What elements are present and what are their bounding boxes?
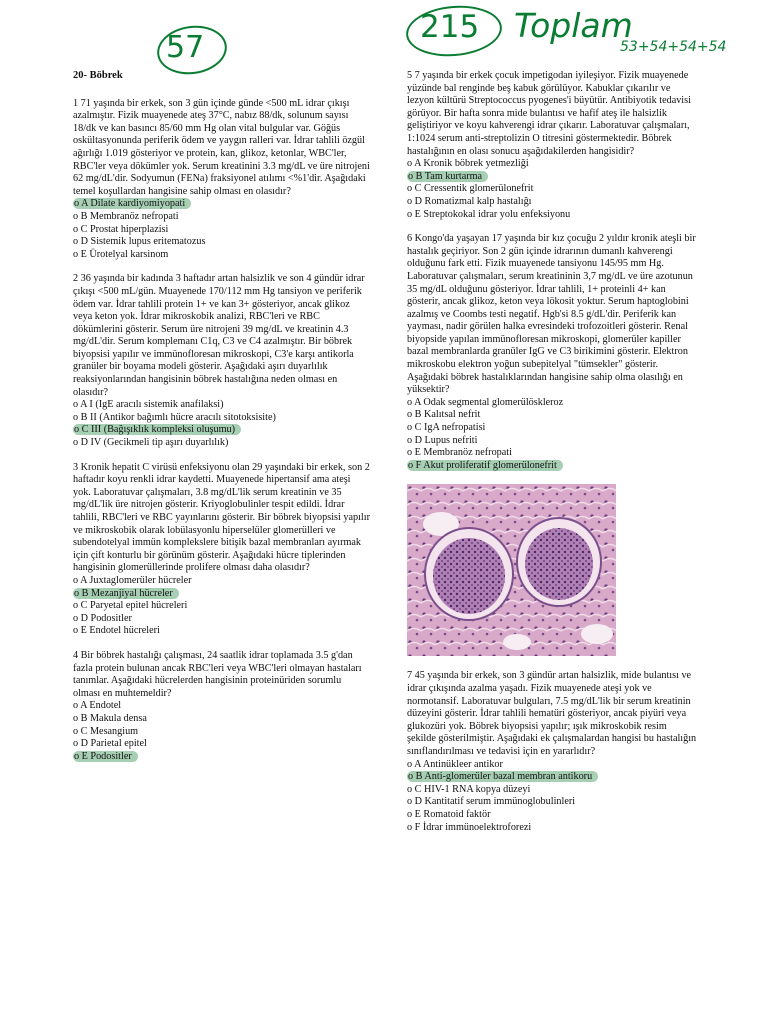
answer-option[interactable] bbox=[407, 409, 697, 422]
answer-option-text: o A Endotel bbox=[73, 700, 122, 712]
right-column bbox=[407, 70, 697, 846]
answer-option-highlighted[interactable] bbox=[73, 424, 370, 437]
answer-option[interactable] bbox=[73, 713, 370, 726]
answer-options bbox=[407, 158, 697, 221]
answer-option[interactable] bbox=[73, 412, 370, 425]
answer-option-text: o E Streptokokal idrar yolu enfeksiyonu bbox=[407, 208, 571, 220]
answer-option-text: o D Kantitatif serum immünoglobulinleri bbox=[407, 796, 576, 808]
question-stem: 3 Kronik hepatit C virüsü enfeksiyonu olan 29 yaşındaki bir erkek, son 2 haftadır koyu renkli idrar kaydetti. Muayenede hipertansif ama ateşi yok. Laboratuvar çalışmaları, 3.8 mg/dL'lik serum kreatinin ve 35 mg/dL'lik üre nitrojen gösterir. Kriyoglobulinler tespit edildi. İdrar tahlili, RBC'leri ve RBC yayınlarını gösterir. Bir böbrek biyopsisi yapılır ve mikroskobik olarak lobülasyonlu hiperselüler glomerülleri ve subendotelyal immün komplekslere bitişik bazal membranları ayırmak için çift konturlu bir görünüm gösterir. Aşağıdaki hücre tiplerinden hangisinin glomerüllerinde prolifere olması daha olasıdır? bbox=[73, 461, 370, 574]
answer-option[interactable] bbox=[73, 738, 370, 751]
answer-option-text: o E Endotel hücreleri bbox=[73, 625, 160, 637]
answer-option[interactable] bbox=[407, 196, 697, 209]
answer-option[interactable] bbox=[407, 158, 697, 171]
answer-option-text: o B Mezanjiyal hücreler bbox=[73, 588, 179, 599]
answer-options bbox=[407, 759, 697, 835]
answer-option-text: o A Dilate kardiyomiyopati bbox=[73, 198, 191, 209]
answer-option[interactable] bbox=[73, 600, 370, 613]
answer-option-highlighted[interactable] bbox=[407, 460, 697, 473]
answer-option-text: o C Mesangium bbox=[73, 725, 139, 737]
questions-right-bottom bbox=[407, 670, 697, 834]
answer-options bbox=[73, 575, 370, 638]
answer-option-highlighted[interactable] bbox=[407, 171, 697, 184]
answer-option[interactable] bbox=[73, 399, 370, 412]
answer-option[interactable] bbox=[407, 784, 697, 797]
answer-option-text: o B Makula densa bbox=[73, 712, 147, 724]
answer-option-text: o E Ürotelyal karsinom bbox=[73, 248, 169, 260]
answer-option[interactable] bbox=[407, 422, 697, 435]
answer-option-text: o B Anti-glomerüler bazal membran antikoru bbox=[407, 771, 598, 782]
answer-option[interactable] bbox=[73, 437, 370, 450]
answer-option-text: o C Cressentik glomerülonefrit bbox=[407, 183, 534, 195]
answer-option[interactable] bbox=[73, 625, 370, 638]
answer-option-text: o A Antinükleer antikor bbox=[407, 758, 503, 770]
answer-option-text: o B II (Antikor bağımlı hücre aracılı sitotoksisite) bbox=[73, 411, 276, 423]
answer-option[interactable] bbox=[73, 224, 370, 237]
answer-option-text: o C III (Bağışıklık kompleksi oluşumu) bbox=[73, 424, 241, 435]
handwritten-word-toplam: Toplam bbox=[514, 6, 633, 45]
question-block bbox=[407, 233, 697, 472]
answer-option[interactable] bbox=[407, 759, 697, 772]
question-block bbox=[407, 670, 697, 834]
answer-option-text: o D Parietal epitel bbox=[73, 738, 147, 750]
answer-option-text: o E Podositler bbox=[73, 751, 138, 762]
answer-option[interactable] bbox=[73, 726, 370, 739]
answer-option-text: o D Romatizmal kalp hastalığı bbox=[407, 195, 532, 207]
answer-options bbox=[73, 700, 370, 763]
answer-options bbox=[407, 397, 697, 473]
answer-option-text: o F Akut proliferatif glomerülonefrit bbox=[407, 460, 563, 471]
answer-option-text: o B Membranöz nefropati bbox=[73, 210, 179, 222]
answer-option-text: o C IgA nefropatisi bbox=[407, 422, 486, 434]
answer-option-text: o A Juxtaglomerüler hücreler bbox=[73, 574, 192, 586]
answer-option-text: o A Odak segmental glomerülöskleroz bbox=[407, 396, 564, 408]
question-block bbox=[73, 650, 370, 763]
answer-option-text: o C Prostat hiperplazisi bbox=[73, 223, 169, 235]
answer-option-highlighted[interactable] bbox=[73, 588, 370, 601]
answer-options bbox=[73, 198, 370, 261]
answer-option[interactable] bbox=[73, 700, 370, 713]
answer-option[interactable] bbox=[407, 822, 697, 835]
answer-option[interactable] bbox=[407, 447, 697, 460]
renal-biopsy-micrograph bbox=[407, 484, 616, 656]
question-block bbox=[73, 98, 370, 262]
answer-option[interactable] bbox=[407, 809, 697, 822]
answer-option[interactable] bbox=[407, 435, 697, 448]
question-block bbox=[73, 462, 370, 638]
answer-option-highlighted[interactable] bbox=[73, 198, 370, 211]
answer-option[interactable] bbox=[407, 397, 697, 410]
answer-option[interactable] bbox=[73, 575, 370, 588]
question-stem: 1 71 yaşında bir erkek, son 3 gün içinde günde <500 mL idrar çıkışı azalmıştır. Fizik muayenede ateş 37°C, nabız 88/dk, solunum sayısı 18/dk ve kan basıncı 85/60 mm Hg olan vital bulgular var. Göğüs oskültasyonunda periferik ödem ve yaygın ralleri var. İdrar tahlili özgül ağırlığı 1.019 gösteriyor ve protein, kan, glikoz, ketonlar, WBC'ler, RBC'ler veya dökümler yok. Serum kreatinini 3.3 mg/dL ve üre nitrojeni 62 mg/dL'dir. Sodyumun (FENa) fraksiyonel atılımı <%1'dir. Aşağıdaki temel koşullardan hangisine sahip olması en olasıdır? bbox=[73, 97, 370, 197]
answer-option-text: o F İdrar immünoelektroforezi bbox=[407, 821, 532, 833]
answer-option[interactable] bbox=[407, 183, 697, 196]
answer-option-text: o B Tam kurtarma bbox=[407, 171, 488, 182]
answer-option[interactable] bbox=[407, 209, 697, 222]
answer-option-text: o C Paryetal epitel hücreleri bbox=[73, 600, 188, 612]
question-block bbox=[407, 70, 697, 221]
answer-option-text: o E Romatoid faktör bbox=[407, 808, 491, 820]
answer-option[interactable] bbox=[407, 796, 697, 809]
handwritten-number-right: 215 bbox=[420, 9, 480, 45]
question-stem: 2 36 yaşında bir kadında 3 haftadır artan halsizlik ve son 4 gündür idrar çıkışı <500 mL/gün. Muayenede 170/112 mm Hg tansiyon ve periferik ödem var. İdrar tahlili protein 1+ ve kan 3+ gösteriyor, ancak glikoz veya keton yok. İdrar mikroskobik analizi, RBC'leri ve RBC dökümlerini gösterir. Serum üre nitrojeni 39 mg/dL ve kreatinin 4.3 mg/dL'dir. Serum komplemanı C1q, C3 ve C4 azalmıştır. Bir böbrek biyopsisi yapılır ve immünofloresan mikroskopi, C3'e karşı antikorla granüler bir boyama modeli gösterir. Aşağıdaki aşırı duyarlılık reaksiyonlarından hangisinin böbrek hastalığına neden olması en olasıdır? bbox=[73, 273, 365, 398]
answer-option[interactable] bbox=[73, 249, 370, 262]
left-column bbox=[73, 70, 370, 775]
answer-option-highlighted[interactable] bbox=[407, 771, 697, 784]
question-stem: 4 Bir böbrek hastalığı çalışması, 24 saatlik idrar toplamada 3.5 g'dan fazla protein bulunan ancak RBC'leri veya WBC'leri olmayan hastaları tanımlar. Aşağıdaki hücrelerden hangisinin proteinüriden sorumlu olması en muhtemeldir? bbox=[73, 649, 362, 699]
answer-option-text: o D Sistemik lupus eritematozus bbox=[73, 236, 206, 248]
handwritten-sum: 53+54+54+54 bbox=[620, 39, 727, 55]
answer-option-text: o B Kalıtsal nefrit bbox=[407, 409, 481, 421]
answer-option-text: o C HIV-1 RNA kopya düzeyi bbox=[407, 783, 531, 795]
answer-option[interactable] bbox=[73, 211, 370, 224]
handwritten-number-left: 57 bbox=[166, 30, 205, 65]
answer-option-text: o A I (IgE aracılı sistemik anafilaksi) bbox=[73, 399, 224, 411]
questions-left bbox=[73, 98, 370, 764]
section-title: 20- Böbrek bbox=[73, 70, 123, 81]
answer-option[interactable] bbox=[73, 613, 370, 626]
answer-option-text: o A Kronik böbrek yetmezliği bbox=[407, 158, 529, 170]
questions-right-top bbox=[407, 70, 697, 472]
answer-option[interactable] bbox=[73, 236, 370, 249]
question-stem: 5 7 yaşında bir erkek çocuk impetigodan iyileşiyor. Fizik muayenede yüzünde bal renginde beş kabuk görülüyor. Kabuklar çıkarılır ve lezyon kültürü Streptococcus pyogenes'i büyütür. Antibiyotik tedavisi görüyor. Bir hafta sonra mide bulantısı ve hafif ateş ile halsizlik geliştiriyor ve koyu kahverengi idrar çıkarır. Laboratuvar çalışmaları, 1:1024 serum anti-streptolizin O titresini göstermektedir. Böbrek hastalığının en olası sonucu aşağıdakilerden hangisidir? bbox=[407, 70, 691, 157]
answer-option-text: o D IV (Gecikmeli tip aşırı duyarlılık) bbox=[73, 437, 229, 449]
answer-options bbox=[73, 399, 370, 449]
question-stem: 6 Kongo'da yaşayan 17 yaşında bir kız çocuğu 2 yıldır kronik ateşli bir hastalık geçiriyor. Son 2 gün içinde idrarının dumanlı kahverengi olduğunu fark etti. Fizik muayenede tansiyonu 145/95 mm Hg. Laboratuvar çalışmaları, serum kreatininin 3,7 mg/dL ve üre azotunun 35 mg/dL olduğunu gösteriyor. İdrar tahlili, 1+ proteinli 4+ kan gösterir, ancak glikoz, keton veya lökosit yoktur. Serum haptoglobini azalmış ve Coombs testi negatif. Hgb'si 8.5 g/dL'dir. Periferik kan yayması, nadir görülen halka evresindeki trofozoitleri gösterir. Renal biyopside yapılan immünofloresan mikroskopi, glomerüler kapiller bazal membranlarda granüler IgG ve C3 birikimini gösterir. Elektron mikroskobu elektron yoğun subepitelyal "tümsekler" gösterir. Aşağıdaki böbrek hastalıklarından hangisine sahip olma olasılığı en yüksektir? bbox=[407, 233, 696, 396]
answer-option-text: o D Podositler bbox=[73, 612, 132, 624]
question-stem: 7 45 yaşında bir erkek, son 3 gündür artan halsizlik, mide bulantısı ve idrar çıkışında azalma yaşadı. Fizik muayenede ateşi yok ve normotansif. Laboratuvar bulguları, 7.5 mg/dL'lik bir serum kreatinin düzeyini gösterir. İdrar tahlili hematüri gösteriyor, ancak piyüri veya glukozüri yok. Böbrek biyopsisi yapılır; ışık mikroskobik resim şekilde gösterilmiştir. Aşağıdaki ek çalışmalardan hangisi bu hastalığın sınıflandırılması ve tedavisi için en yararlıdır? bbox=[407, 670, 697, 757]
answer-option-highlighted[interactable] bbox=[73, 751, 370, 764]
answer-option-text: o D Lupus nefriti bbox=[407, 434, 478, 446]
answer-option-text: o E Membranöz nefropati bbox=[407, 447, 512, 459]
question-block bbox=[73, 273, 370, 449]
